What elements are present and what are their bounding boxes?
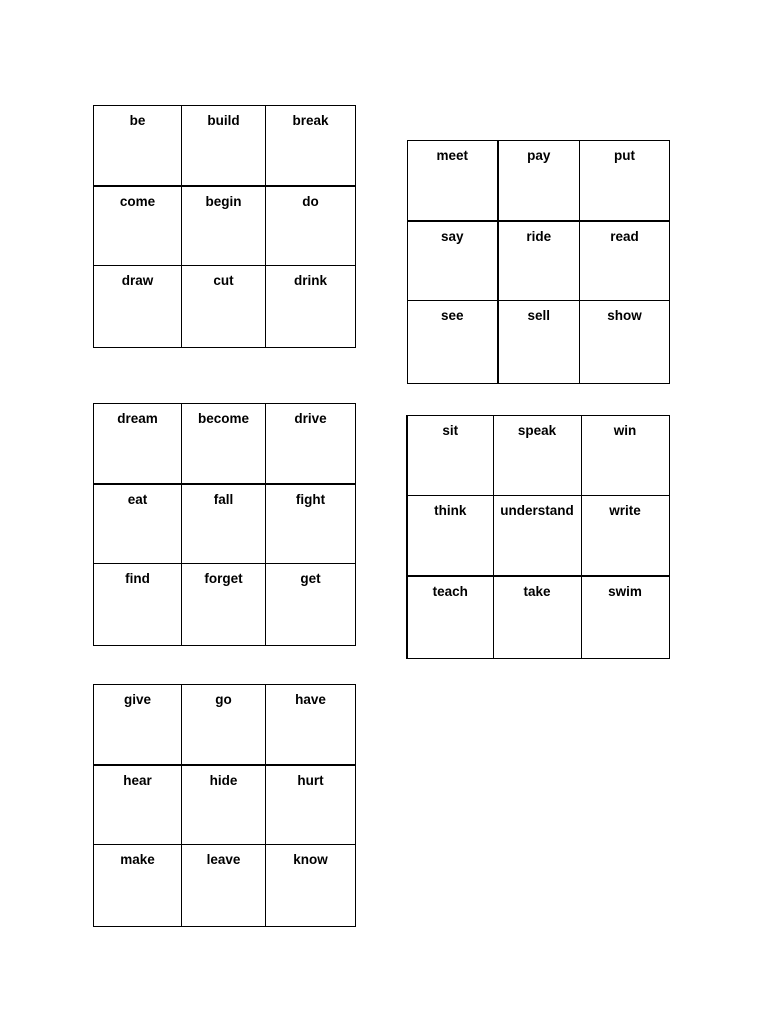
word-label: write	[609, 503, 641, 518]
word-cell	[407, 576, 493, 659]
bingo-card-1	[93, 105, 356, 348]
word-label: hide	[209, 772, 238, 788]
word-label: forget	[204, 571, 243, 586]
word-label: take	[523, 583, 551, 599]
word-label: drink	[293, 273, 327, 288]
word-label: be	[129, 113, 146, 128]
word-label: have	[295, 692, 326, 707]
word-label: know	[293, 852, 328, 867]
bingo-card-5	[93, 684, 356, 927]
card-row	[407, 496, 669, 576]
word-cell	[493, 416, 581, 496]
word-cell	[94, 106, 182, 186]
word-label: go	[215, 692, 232, 707]
word-cell	[493, 576, 581, 659]
word-cell	[266, 266, 356, 348]
word-cell	[182, 484, 266, 564]
word-cell	[94, 484, 182, 564]
word-cell	[94, 845, 182, 927]
word-label: put	[614, 148, 635, 163]
word-cell	[580, 221, 670, 301]
word-label: sell	[527, 308, 551, 323]
word-cell	[182, 685, 266, 765]
word-cell	[266, 845, 356, 927]
bingo-card-4	[406, 415, 670, 659]
word-cell	[94, 266, 182, 348]
word-cell	[182, 564, 266, 646]
bingo-card-3	[93, 403, 356, 646]
word-label: become	[197, 411, 250, 426]
bingo-card-2	[407, 140, 670, 384]
word-label: do	[302, 193, 319, 209]
word-cell	[498, 141, 580, 221]
word-cell	[94, 685, 182, 765]
word-cell	[182, 106, 266, 186]
card-row	[94, 484, 356, 564]
word-cell	[408, 301, 498, 384]
word-cell	[266, 685, 356, 765]
card-row	[94, 765, 356, 845]
word-label: fight	[295, 491, 326, 507]
card-row	[94, 685, 356, 765]
word-label: come	[119, 193, 156, 209]
word-cell	[407, 496, 493, 576]
card-row	[407, 416, 669, 496]
word-cell	[266, 564, 356, 646]
word-cell	[182, 845, 266, 927]
word-label: understand	[500, 503, 574, 518]
word-cell	[182, 404, 266, 484]
word-cell	[581, 416, 669, 496]
word-label: ride	[526, 228, 552, 244]
word-cell	[493, 496, 581, 576]
word-cell	[407, 416, 493, 496]
card-row	[408, 221, 670, 301]
word-cell	[182, 765, 266, 845]
word-label: begin	[205, 193, 242, 209]
word-label: meet	[436, 148, 468, 163]
word-cell	[498, 301, 580, 384]
word-label: break	[292, 113, 329, 128]
word-cell	[580, 301, 670, 384]
word-label: teach	[432, 583, 468, 599]
card-row	[94, 106, 356, 186]
word-label: draw	[121, 273, 154, 288]
word-label: sit	[442, 423, 459, 438]
word-cell	[266, 484, 356, 564]
word-label: make	[120, 852, 155, 867]
word-cell	[581, 496, 669, 576]
word-label: dream	[117, 411, 158, 426]
word-label: see	[440, 308, 464, 323]
word-label: build	[207, 113, 240, 128]
card-row	[94, 404, 356, 484]
word-cell	[182, 186, 266, 266]
word-label: pay	[527, 148, 551, 163]
word-cell	[266, 404, 356, 484]
word-cell	[94, 564, 182, 646]
word-label: think	[434, 503, 467, 518]
word-cell	[408, 221, 498, 301]
word-label: find	[125, 571, 150, 586]
card-row	[94, 266, 356, 348]
card-row	[408, 141, 670, 221]
word-label: cut	[213, 273, 234, 288]
word-label: give	[123, 692, 151, 707]
word-label: fall	[213, 491, 234, 507]
word-cell	[581, 576, 669, 659]
word-label: get	[300, 571, 321, 586]
word-cell	[266, 106, 356, 186]
word-label: show	[607, 308, 642, 323]
word-label: say	[440, 228, 464, 244]
word-label: speak	[517, 423, 557, 438]
word-label: win	[613, 423, 637, 438]
word-label: eat	[127, 491, 148, 507]
card-row	[94, 845, 356, 927]
word-cell	[266, 765, 356, 845]
word-cell	[498, 221, 580, 301]
word-cell	[94, 765, 182, 845]
word-label: swim	[608, 583, 642, 599]
card-row	[408, 301, 670, 384]
word-cell	[408, 141, 498, 221]
card-row	[407, 576, 669, 659]
word-label: drive	[294, 411, 327, 426]
word-label: leave	[206, 852, 241, 867]
word-label: hear	[123, 772, 152, 788]
word-cell	[94, 186, 182, 266]
word-cell	[94, 404, 182, 484]
word-cell	[182, 266, 266, 348]
word-label: hurt	[297, 772, 324, 788]
word-label: read	[610, 228, 639, 244]
word-cell	[266, 186, 356, 266]
card-row	[94, 564, 356, 646]
card-row	[94, 186, 356, 266]
word-cell	[580, 141, 670, 221]
